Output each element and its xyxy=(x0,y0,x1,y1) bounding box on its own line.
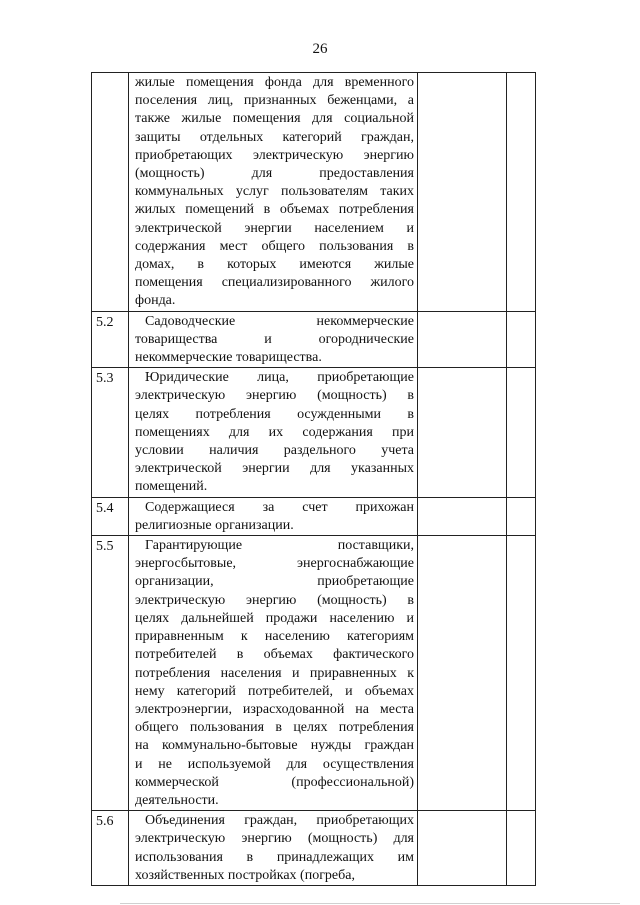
empty-cell xyxy=(418,311,507,368)
empty-cell xyxy=(418,536,507,811)
row-description xyxy=(129,811,418,886)
empty-cell xyxy=(507,368,536,497)
empty-cell xyxy=(418,497,507,535)
tariff-table xyxy=(91,72,536,886)
table-row xyxy=(92,497,536,535)
text-line: приравненным к населению категориям xyxy=(135,629,414,645)
text-line: электрической энергии населением и xyxy=(135,220,414,236)
text-line: использования в принадлежащих им xyxy=(135,849,414,865)
row-number: 5.6 xyxy=(92,811,129,886)
text-line: деятельности. xyxy=(135,792,219,808)
table-body xyxy=(92,73,536,886)
text-line: (мощность) для предоставления xyxy=(135,166,414,182)
text-line: электроэнергии, израсходованной на места xyxy=(135,701,414,717)
text-line: религиозные организации. xyxy=(135,517,294,533)
table-row xyxy=(92,73,536,312)
empty-cell xyxy=(507,497,536,535)
table-row xyxy=(92,311,536,368)
empty-cell xyxy=(507,73,536,312)
empty-cell xyxy=(507,536,536,811)
row-description xyxy=(129,368,418,497)
empty-cell xyxy=(418,73,507,312)
text-line: хозяйственных постройках (погреба, xyxy=(135,867,355,883)
text-line: содержания мест общего пользования в xyxy=(135,238,414,254)
text-line: приобретающих электрическую энергию xyxy=(135,147,414,163)
text-line: жилые помещения фонда для временного xyxy=(135,75,414,90)
text-line: помещениях для их содержания при xyxy=(135,424,414,440)
text-line: электрическую энергию (мощность) в xyxy=(135,592,414,608)
text-line: электрическую энергию (мощность) для xyxy=(135,831,414,847)
text-line: некоммерческие товарищества. xyxy=(135,350,322,366)
text-line: также жилые помещения для социальной xyxy=(135,111,414,127)
text-line: Содержащиеся за счет прихожан xyxy=(145,499,414,515)
text-line: Юридические лица, приобретающие xyxy=(145,370,414,386)
text-line: и не используемой для осуществления xyxy=(135,756,414,772)
row-number xyxy=(92,73,129,312)
row-description xyxy=(129,311,418,368)
text-line: электрической энергии для указанных xyxy=(135,461,414,477)
text-line: общего пользования в целях потребления xyxy=(135,720,414,736)
row-description xyxy=(129,497,418,535)
row-number: 5.3 xyxy=(92,368,129,497)
text-line: организации, приобретающие xyxy=(135,574,414,590)
text-line: условии наличия раздельного учета xyxy=(135,443,414,459)
text-line: помещения специализированного жилого xyxy=(135,275,414,291)
text-line: домах, в которых имеются жилые xyxy=(135,257,414,273)
table-row xyxy=(92,536,536,811)
text-line: Объединения граждан, приобретающих xyxy=(145,813,414,829)
empty-cell xyxy=(418,368,507,497)
text-line: коммерческой (профессиональной) xyxy=(135,774,414,790)
empty-cell xyxy=(418,811,507,886)
empty-cell xyxy=(507,811,536,886)
row-number: 5.5 xyxy=(92,536,129,811)
text-line: защиты отдельных категорий граждан, xyxy=(135,129,414,145)
text-line: товарищества и огороднические xyxy=(135,331,414,347)
text-line: потребителей в объемах фактического xyxy=(135,647,414,663)
table-row xyxy=(92,368,536,497)
text-line: нему категорий потребителей, и объемах xyxy=(135,683,414,699)
row-number: 5.4 xyxy=(92,497,129,535)
text-line: фонда. xyxy=(135,293,176,309)
text-line: энергосбытовые, энергоснабжающие xyxy=(135,556,414,572)
text-line: поселения лиц, признанных беженцами, а xyxy=(135,93,414,109)
text-line: целях дальнейшей продажи населению и xyxy=(135,610,414,626)
text-line: целях потребления осужденными в xyxy=(135,406,414,422)
text-line: Садоводческие некоммерческие xyxy=(145,313,414,329)
text-line: жилых помещений в объемах потребления xyxy=(135,202,414,218)
text-line: потребления населения и приравненных к xyxy=(135,665,414,681)
text-line: помещений. xyxy=(135,479,208,495)
row-description xyxy=(129,536,418,811)
text-line: электрическую энергию (мощность) в xyxy=(135,388,414,404)
row-number: 5.2 xyxy=(92,311,129,368)
text-line: Гарантирующие поставщики, xyxy=(145,538,414,554)
table-row xyxy=(92,811,536,886)
row-description xyxy=(129,73,418,312)
page-number: 26 xyxy=(312,41,328,57)
empty-cell xyxy=(507,311,536,368)
text-line: на коммунально-бытовые нужды граждан xyxy=(135,738,414,754)
text-line: коммунальных услуг пользователям таких xyxy=(135,184,414,200)
scan-edge xyxy=(120,903,620,904)
